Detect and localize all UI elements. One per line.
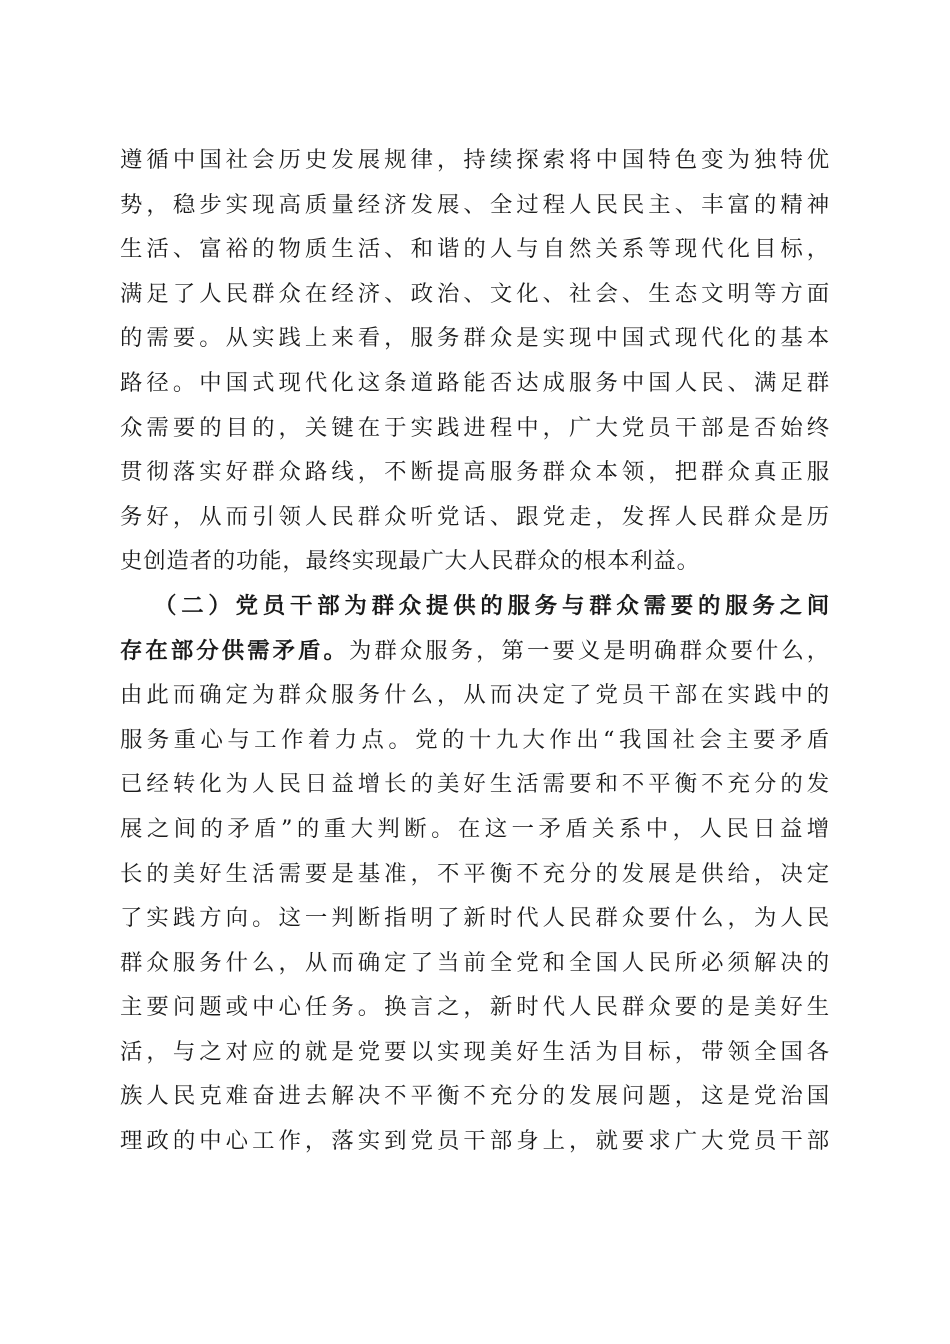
text-line: 主要问题或中心任务。换言之，新时代人民群众要的是美好生 [120, 994, 830, 1021]
text-line-last: 史创造者的功能，最终实现最广大人民群众的根本利益。 [120, 548, 700, 575]
heading-continuation-line [120, 629, 830, 674]
paragraph-text: 为群众服务，第一要义是明确群众要什么， [348, 637, 830, 664]
text-line: 遵循中国社会历史发展规律，持续探索将中国特色变为独特优 [120, 147, 830, 173]
text-line: 众需要的目的，关键在于实践进程中，广大党员干部是否始终 [120, 414, 830, 441]
text-line: 活，与之对应的就是党要以实现美好生活为目标，带领全国各 [120, 1038, 830, 1065]
text-line: 由此而确定为群众服务什么，从而决定了党员干部在实践中的 [120, 682, 830, 709]
text-line: 已经转化为人民日益增长的美好生活需要和不平衡不充分的发 [120, 771, 830, 798]
text-line: 族人民克难奋进去解决不平衡不充分的发展问题，这是党治国 [120, 1083, 830, 1110]
text-line: 务好，从而引领人民群众听党话、跟党走，发挥人民群众是历 [120, 503, 830, 530]
text-line: 势，稳步实现高质量经济发展、全过程人民民主、丰富的精神 [120, 191, 830, 218]
text-line: 满足了人民群众在经济、政治、文化、社会、生态文明等方面 [120, 280, 830, 307]
paragraph-2 [120, 584, 830, 1164]
body-text [120, 138, 830, 1164]
section-heading: （二）党员干部为群众提供的服务与群众需要的服务之间 [154, 592, 830, 619]
text-line: 长的美好生活需要是基准，不平衡不充分的发展是供给，决定 [120, 860, 830, 887]
text-line: 群众服务什么，从而确定了当前全党和全国人民所必须解决的 [120, 949, 830, 976]
text-line: 贯彻落实好群众路线，不断提高服务群众本领，把群众真正服 [120, 459, 830, 486]
text-line: 服务重心与工作着力点。党的十九大作出“我国社会主要矛盾 [120, 726, 830, 753]
text-line: 路径。中国式现代化这条道路能否达成服务中国人民、满足群 [120, 369, 830, 396]
text-line: 展之间的矛盾”的重大判断。在这一矛盾关系中，人民日益增 [120, 815, 830, 842]
text-line: 了实践方向。这一判断指明了新时代人民群众要什么，为人民 [120, 905, 830, 932]
paragraph-1 [120, 138, 830, 584]
text-line: 生活、富裕的物质生活、和谐的人与自然关系等现代化目标， [120, 236, 830, 263]
text-line: 的需要。从实践上来看，服务群众是实现中国式现代化的基本 [120, 325, 830, 352]
text-line: 理政的中心工作，落实到党员干部身上，就要求广大党员干部 [120, 1128, 830, 1155]
section-heading-end: 存在部分供需矛盾。 [120, 637, 349, 664]
